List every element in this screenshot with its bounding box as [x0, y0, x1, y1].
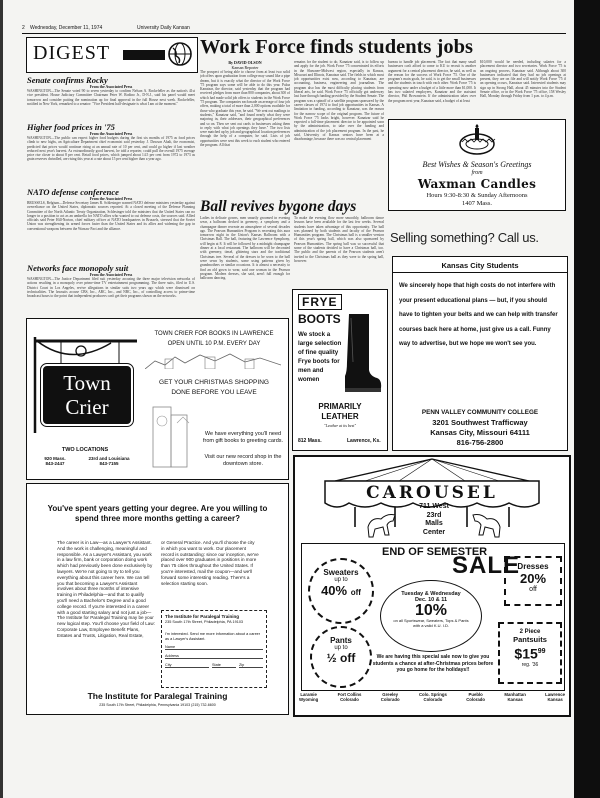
- address-line-2: 23rd: [426, 511, 442, 519]
- location-city: Laramie: [300, 692, 317, 697]
- coupon-text: I'm interested. Send me more information about a career as a Lawyer's Assistant.: [165, 632, 261, 641]
- location-2-phone: 843-7155: [99, 461, 119, 466]
- location-city: Greeley: [382, 692, 399, 697]
- location-1: [35, 456, 75, 466]
- penn-valley-phone: 816-756-2800: [456, 438, 504, 447]
- frye-boots-ad: [292, 289, 388, 451]
- candle-wreath-icon: [457, 124, 497, 156]
- coupon-field-label: Zip: [239, 663, 245, 667]
- location-city: Colo. Springs: [418, 692, 447, 697]
- book-drawing: [147, 401, 199, 473]
- location-state: Wyoming: [299, 697, 319, 702]
- location-item: [466, 692, 485, 712]
- byline-name: By DAVID OLSON: [228, 60, 262, 65]
- globe-icon: [167, 41, 193, 67]
- work-force-col-3: bureau to handle job placement. The fact that many small businesses can't afford to come to KU to recruit is another argument for a central placement director, he said, as well as the reason for the success of Work Force '75. One of the program's main goals, he said, is to get the small businesses and the students in touch with each other. Work Force '75 is operating now under a budget of a little more than $1,000. It has two salaried employees, Kanatzar and the assistant director, Phil Brownstein. If the administration takes over the program next year, Kanatzar said, a budget of at least: [388, 60, 476, 103]
- location-1-address: 920 Mass.: [44, 456, 66, 461]
- pants-badge: [310, 626, 372, 688]
- digest-source: From the Associated Press: [89, 273, 133, 277]
- digest-headline: Higher food prices in '75: [27, 122, 115, 132]
- address-line-1: 711 West: [419, 503, 449, 510]
- price-cents: 99: [537, 648, 546, 655]
- paralegal-footer: The Institute for Paralegal Training: [87, 691, 228, 701]
- town-crier-ad: [26, 318, 289, 480]
- dresses-label: Dresses: [517, 562, 549, 571]
- location-state: Kansas: [547, 697, 563, 702]
- waxman-name: Waxman Candles: [417, 177, 537, 191]
- carousel-sale-panel: [301, 543, 565, 691]
- work-force-col-2: remains for the student to do, Kanatzar said, is to follow up and apply for the job. Work Force '75 concentrated its efforts in the Shawnee-Midwest region, especially in Kansas, Missouri and Illinois, Kanatzar said. The fields in which most job opportunities exist now, according to Kanatzar, are accounting, business, engineering and journalism. The program also has the most difficulty placing students from liberal arts, he said. Work Force '75 officially got underway last June through funding provided by the Student Senate. The program was a spinoff of a satellite program sponsored by the career classes of 1974 to find job opportunities in Kansas. A limitation in funding, according to Kanatzar, was the reason for the narrow scope of the original program. The future of Work Force '75 looks bright, however. Kanatzar said he expected a full-time placement director to be appointed soon by the administration, to take over the funding and administration of the job placement program. In the past, he said, University of Kansas seniors have been at a disadvantage, because there was no central placement: [294, 60, 384, 142]
- paralegal-ad: [26, 483, 289, 715]
- digest-item-2: [27, 122, 195, 190]
- digest-item-1: [27, 75, 195, 123]
- sign-word-town: Town: [63, 371, 111, 395]
- location-item: [299, 692, 318, 712]
- page-left-edge: [0, 0, 3, 798]
- location-state: Colorado: [380, 697, 400, 702]
- visit-text: Visit our new record shop in the downtown store.: [204, 454, 282, 467]
- store-name-2: LEATHER: [321, 412, 359, 421]
- work-force-col-4: $10,000 would be needed, including salaries for a placement director and two secretaries. Work Force '75 is an ongoing process, Kanatzar said. Although about 300 businesses indicated that they had no job openings at present, they are on file and will notify Work Force '75 if an opening occurs, Kanatzar said. Interested students may sign up in Strong Hall, about 45 minutes into the Student Senate office, or in the Work Force '75 office, 158 Wesley Hall, Monday through Friday from 1 p.m. to 4 p.m.: [480, 60, 566, 99]
- coupon-field-city[interactable]: [165, 663, 209, 668]
- carousel-locations: [299, 692, 565, 712]
- town-crier-line3: GET YOUR CHRISTMAS SHOPPING: [159, 379, 269, 386]
- penn-valley-address: 3201 Southwest Trafficway: [432, 418, 528, 427]
- carousel-closing: We are having this special sale now to give you students a chance at after-Christmas prices before you go home for the holidays!!: [372, 654, 494, 673]
- location-item: [338, 692, 362, 712]
- work-force-col-1: The prospect of being able to choose from at least two solid job offers upon graduation from college may sound like a pipe dream, but it is exactly what the director of the Work Force '75 program says some will be able to do this year. Paloa Kanatzar, the director, said yesterday that the program had received pledges from more than 800 companies, about 300 of which had made solid job offers to students in the Work Force '75 program. The companies each made an average of four job offers, making a total of more than 2,000 options available for those who graduate this year, he said. "We sent out mailings to students," Kanatzar said, "and found nearly what they were majoring in, their addresses, their geographical preferences and so on. Then we sent out cards to businesses asking them to reply with what job openings they have." The two lists were matched up by job and geographical location preferences through the help of a computer, he said. Lists of job opportunities were sent this week to each student who entered the program. All that: [200, 70, 290, 148]
- ball-headline: Ball revives bygone days: [200, 198, 357, 215]
- footer-address: 235 South 17th Street, Philadelphia, Pennsylvania 19103: [99, 703, 191, 707]
- waxman-greeting: Best Wishes & Season's Greetings: [422, 160, 532, 169]
- carousel-horse-left-icon: [365, 509, 399, 539]
- coupon-field-label: Name: [165, 645, 176, 649]
- pantsuits-price: [500, 644, 560, 662]
- location-state: Colorado: [340, 697, 359, 702]
- tuesday-pct: 10%: [414, 602, 448, 619]
- paralegal-col-1: The career is in Law—as a Lawyer's Assistant. And the work is challenging, meaningful and responsible. As a Lawyer's Assistant, you work in a law firm, bank or corporation doing work which had previously been done exclusively by lawyers. We're not going to try to tell you everything about this career here. We can tell you that becoming a Lawyer's Assistant involves about three months of intensive training in Philadelphia—and that to qualify you'll need a Bachelor's Degree and a good college record. If you're interested in a career with a good starting salary and not just a job—The Institute for Paralegal Training may be your new logical step. You'll choose your field of Law: Corporate Law, Employee Benefit Plans, Estates and Trusts, Litigation, Real Estate,: [57, 540, 155, 638]
- work-force-byline: [200, 60, 290, 70]
- penn-valley-ad: [392, 256, 568, 451]
- tuesday-detail: on all Sportswear, Sweaters, Tops & Pants with a valid K.U. I.D.: [393, 618, 469, 628]
- selling-something-ad: Selling something? Call us.: [390, 230, 539, 245]
- pantsuits-label-1: 2 Piece: [519, 629, 541, 635]
- ball-col-2: To make the evening flow more smoothly, ballroom dance lessons have been available for the last few weeks. Several students have taken advantage of this opportunity. The ball was planned by both students and faculty of the Pearson Humanities program. The Christmas ball is a smaller version of this year's spring ball, which was also sponsored by Pearson Humanities. The spring ball was so successful that some of the students decided to have a Christmas ball, too. The public and the parents of the Pearson students aren't invited to the Christmas ball as they were to the spring ball, however.: [294, 216, 384, 263]
- byline-role: Kansan Reporter: [231, 65, 259, 70]
- pantsuits-reg: reg. '36: [521, 661, 539, 668]
- ball-col-1: Ladies in delicate gowns, men smartly groomed in evening wear, a ballroom decked in greenery, a symphony and a champagne dinner recreate an atmosphere of several decades ago. The Pearson Humanities Program is recreating this aura tomorrow night in the Union's Kansas Ballroom with a Christmas Ball. The ball, featuring the Lawrence Symphony, will begin at 8. It will be followed by a midnight champagne dinner at a local restaurant. The ballroom will be decorated with greenery, tinsel, glittering stars and the traditional Christmas tree. Several of the dresses to be worn to the ball were sewn by students, some using patterns given by grandmothers or similar occasions. It is almost a necessity to find an old gown to wear, said one woman in the Pearson program. Modern dresses, she said, aren't full enough for ballroom dancing.: [200, 216, 290, 281]
- footer-phone: (215) 732-6600: [191, 703, 216, 707]
- dresses-badge: [504, 556, 562, 606]
- location-city: Fort Collins: [337, 692, 362, 697]
- carousel-ad: [293, 455, 571, 717]
- digest-headline: Networks face monopoly suit: [27, 263, 129, 273]
- coupon-field-address[interactable]: [165, 654, 263, 659]
- penn-valley-header: Kansas City Students: [441, 261, 519, 270]
- digest-body: BRUSSELS, Belgium—Defense Secretary James R. Schlesinger warned NATO defense ministers yesterday against overreliance on the United States, diplomatic sources reported. At a closed meeting of the Defense Planning Committee of the North Atlantic Treaty Organization, Schlesinger told the ministers that the United States can no longer in a position to act as an umbrella for NATO allies who wanted to cut defense costs, the sources said. Allied officials said Peter Hill-Norton, chief military officer at NATO headquarters in Brussels, stressed that the Soviet Union was strengthening its armed forces faster than the United States and its allies and widening the gap in conventional weapons between the Warsaw Pact and the alliance.: [27, 201, 195, 231]
- pants-label: Pants: [330, 636, 352, 645]
- locations-label: TWO LOCATIONS: [61, 447, 109, 453]
- sweaters-off: off: [350, 588, 361, 597]
- frye-stock-text: We stock a large selection of fine quality Frye boots for men and women: [298, 331, 342, 383]
- pantsuits-label-2: Pantsuits: [513, 635, 547, 644]
- address-line-4: Center: [422, 528, 446, 536]
- location-item: [381, 692, 400, 712]
- location-1-phone: 843-2447: [45, 461, 65, 466]
- coupon-field-label: City: [165, 663, 172, 667]
- location-item: [545, 692, 565, 712]
- frye-product: BOOTS: [298, 312, 341, 326]
- price-dollars: $15: [514, 645, 538, 662]
- sale-title: END OF SEMESTER: [382, 546, 488, 558]
- paralegal-headline: You've spent years getting your degree. Are you willing to spend three more months getting a career?: [47, 504, 268, 523]
- location-city: Manhattan: [504, 692, 526, 697]
- masthead-paper: University Daily Kansan: [137, 25, 190, 31]
- pants-upto: up to: [334, 645, 348, 651]
- sweaters-discount: [310, 583, 372, 598]
- digest-headline: NATO defense conference: [27, 187, 119, 197]
- waxman-candles-ad: [388, 119, 566, 211]
- penn-valley-body: We sincerely hope that high costs do not interfere with your present educational plans — but, if you should have to tighten your belts and we can help with transfer courses back here at home, just give us a call. Funny way to advertise, but we hope we won't see you.: [399, 283, 558, 347]
- digest-title: DIGEST: [33, 42, 111, 64]
- digest-body: WASHINGTON—The Senate voted 90 to seven yesterday to confirm Nelson A. Rockefeller as the nation's 41st vice president. House Judiciary Committee Chairman Peter W. Rodino Jr., D-N.J., said his panel would meet tomorrow and consider putting the nomination up for final approval in the full House next week. Rockefeller, notified in New York, remarked to a senator: "Vice President half-designate is what I am at the moment.": [27, 89, 195, 106]
- digest-bar: [123, 50, 165, 60]
- dresses-pct: 20%: [519, 571, 547, 586]
- coupon-field-name[interactable]: [165, 645, 263, 650]
- coupon-title: The Institute for Paralegal Training: [165, 614, 240, 619]
- frye-city: Lawrence, Ks.: [347, 438, 381, 444]
- paralegal-coupon: [161, 610, 267, 688]
- dresses-off: off: [529, 586, 537, 593]
- coupon-address: 235 South 17th Street, Philadelphia, PA 19103: [165, 620, 244, 624]
- town-crier-line1: TOWN CRIER FOR BOOKS IN LAWRENCE: [154, 331, 274, 337]
- sign-word-crier: Crier: [65, 395, 109, 419]
- location-2: [75, 456, 143, 466]
- tuesday-text: Tuesday & Wednesday: [401, 591, 461, 597]
- waxman-greeting-from: from: [471, 170, 483, 176]
- page-number: 2: [22, 25, 25, 31]
- address-line-3: Malls: [425, 520, 443, 527]
- town-crier-line4: DONE BEFORE YOU LEAVE: [171, 389, 257, 396]
- digest-item-3: [27, 187, 195, 261]
- sale-word: SALE: [452, 552, 521, 579]
- gift-text: We have everything you'll need from gift books to greeting cards.: [202, 431, 284, 444]
- digest-item-4: [27, 263, 195, 325]
- location-city: Lawrence: [545, 692, 565, 697]
- paralegal-footer-address: [27, 703, 288, 707]
- coupon-field-label: Address: [165, 654, 179, 658]
- sweaters-pct: 40%: [321, 583, 348, 598]
- town-drawing: [145, 349, 281, 369]
- penn-valley-rule: [393, 272, 567, 273]
- carousel-horse-right-icon: [469, 509, 503, 539]
- tuesday-badge: [380, 580, 482, 652]
- location-item: [419, 692, 447, 712]
- waxman-address: 1407 Mass.: [462, 200, 492, 207]
- coupon-field-label: State: [212, 663, 221, 667]
- town-crier-line2: OPEN UNTIL 10 P.M. EVERY DAY: [167, 341, 261, 347]
- page-right-edge: [574, 0, 600, 798]
- location-state: Colorado: [423, 697, 443, 702]
- location-2-address: 23rd and Louisiana: [88, 456, 130, 461]
- store-name-1: PRIMARILY: [318, 402, 362, 411]
- work-force-headline: Work Force finds students jobs: [200, 36, 473, 58]
- digest-headline: Senate confirms Rocky: [27, 75, 108, 85]
- tuesday-dates: Dec. 10 & 11: [414, 597, 448, 603]
- digest-banner: [26, 37, 198, 73]
- carousel-name: CAROUSEL: [366, 483, 498, 503]
- sweaters-badge: [308, 558, 374, 624]
- masthead-date: Wednesday, December 11, 1974: [30, 25, 103, 31]
- pantsuits-badge: [498, 622, 562, 684]
- location-state: Kansas: [507, 697, 523, 702]
- pants-off: ½ off: [326, 651, 356, 665]
- carousel-address: [403, 503, 465, 537]
- digest-source: From the Associated Press: [89, 197, 133, 201]
- penn-valley-city: Kansas City, Missouri 64111: [430, 428, 530, 437]
- location-city: Pueblo: [468, 692, 483, 697]
- frye-brand: FRYE: [298, 294, 342, 310]
- coupon-field-state[interactable]: [212, 663, 236, 668]
- frye-address: 812 Mass.: [298, 438, 322, 444]
- paralegal-col-2: or General Practice. And you'll choose the city in which you want to work. Our placement record is outstanding: since our inception, we've placed over 900 graduates in positions in more than 75 cities throughout the United States. If you're interested, mail the coupon—and we'll forward some interesting reading. There's a selection starting soon.: [161, 540, 259, 586]
- town-crier-sign: [41, 364, 133, 426]
- digest-body: WASHINGTON—The Justice Department filed suit yesterday accusing the three major television networks of actions resulting in a monopoly over prime-time TV entertainment programming. The three suits, filed in U.S. District Court in Los Angeles, revive allegations in similar suits two years ago which were dismissed on technicalities. The lawsuits accuse CBS, Inc., ABC, Inc., and NBC, Inc., of controlling access to prime-time broadcast hours to the point that independent producers can't get their programs shown on the networks.: [27, 277, 195, 299]
- store-tag: "Leather at its best": [323, 423, 357, 428]
- sweaters-label: Sweaters: [323, 568, 359, 577]
- location-item: [504, 692, 526, 712]
- boot-icon: [339, 312, 383, 394]
- digest-source: From the Associated Press: [89, 85, 133, 89]
- digest-body: WASHINGTON—The public can expect higher food budgets during the first six months of 1975 as food prices climb to new highs, an Agriculture Department chief economist said yesterday. J. Dawson Ahalt, the economist, predicted that prices would continue rising at an annual rate of 10 per cent, and could go higher if last weather reduced next year's harvest. As extraordinarily good harvest, he told a reporter, could pull the overall 1975 average price rise closer to about 8 per cent. Retail food prices, which jumped about 14.5 per cent from 1972 to 1973 as grain reserves dwindled, are rising this year at a rate about 15 per cent higher than a year ago.: [27, 136, 195, 162]
- location-state: Colorado: [466, 697, 486, 702]
- masthead-rule: [22, 33, 566, 34]
- waxman-hours: Hours 9:30-8:30 & Sunday Afternoons: [426, 192, 528, 199]
- digest-source: From the Associated Press: [89, 132, 133, 136]
- coupon-field-zip[interactable]: [239, 663, 263, 668]
- penn-valley-college: PENN VALLEY COMMUNITY COLLEGE: [421, 409, 539, 416]
- sweaters-upto: up to: [334, 577, 348, 583]
